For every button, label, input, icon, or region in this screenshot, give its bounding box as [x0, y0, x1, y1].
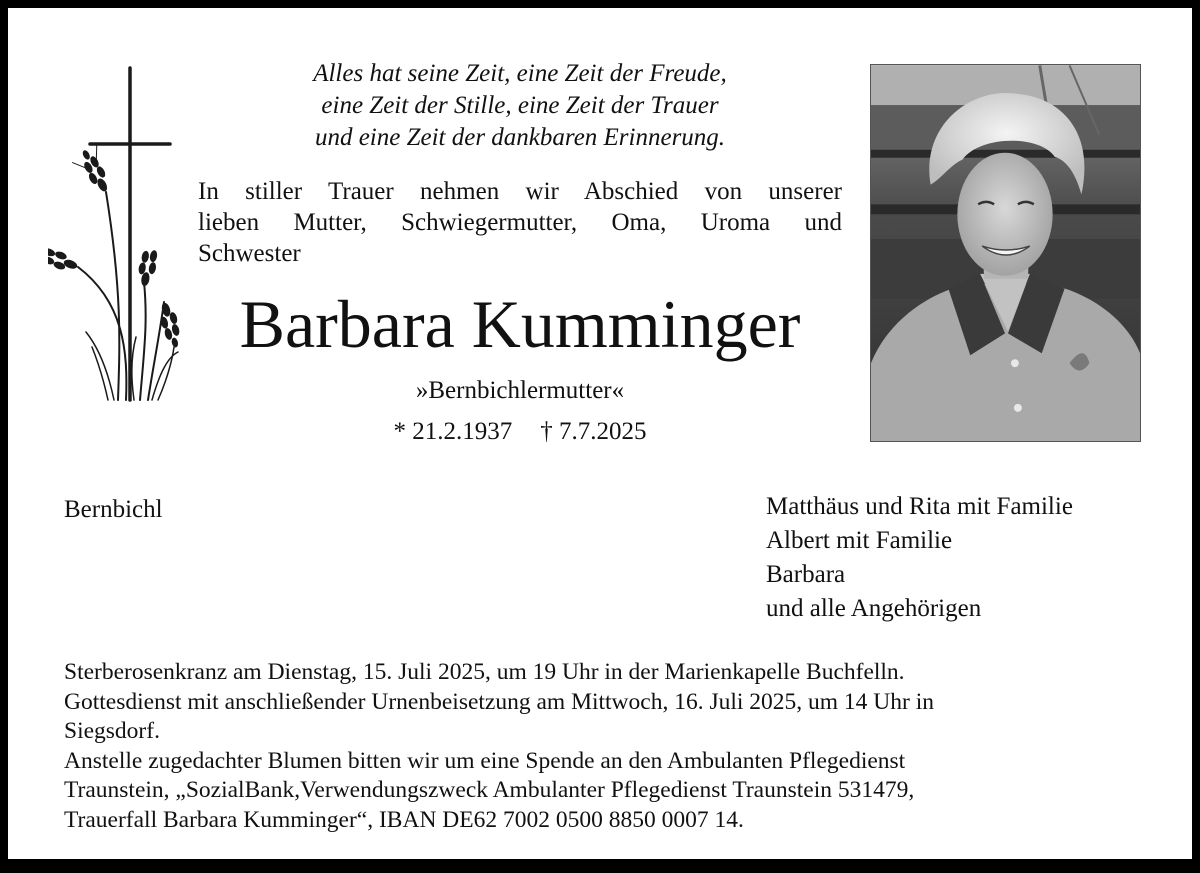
cross-with-wheat-icon — [48, 62, 183, 407]
mourner-entry: und alle Angehörigen — [766, 595, 982, 622]
verse-line: eine Zeit der Stille, eine Zeit der Trauer — [321, 92, 719, 119]
verse-line: Alles hat seine Zeit, eine Zeit der Freude, — [313, 60, 727, 87]
mourner-entry: Matthäus und Rita mit Familie — [766, 493, 1073, 520]
mourners-list — [766, 490, 1166, 626]
mourner-entry: Albert mit Familie — [766, 527, 953, 554]
death-date: † 7.7.2025 — [540, 418, 647, 445]
deceased-name: Barbara Kumminger — [239, 286, 801, 362]
notice-line: Traunstein, „SozialBank,Verwendungszweck Ambulanter Pflegedienst Traunstein 531479, — [64, 777, 915, 803]
birth-date: * 21.2.1937 — [393, 418, 513, 445]
life-dates — [330, 416, 710, 448]
mourner-entry: Barbara — [766, 561, 846, 588]
intro-line: lieben Mutter, Schwiegermutter, Oma, Uroma und — [198, 209, 842, 236]
intro-text — [198, 176, 842, 269]
memorial-verse — [230, 58, 810, 154]
intro-line: In stiller Trauer nehmen wir Abschied von unserer — [198, 178, 842, 205]
verse-line: und eine Zeit der dankbaren Erinnerung. — [314, 124, 726, 151]
service-notice — [64, 658, 1144, 835]
notice-line: Gottesdienst mit anschließender Urnenbeisetzung am Mittwoch, 16. Juli 2025, um 14 Uhr in — [64, 688, 935, 715]
notice-line: Sterberosenkranz am Dienstag, 15. Juli 2025, um 19 Uhr in der Marienkapelle Buchfelln. — [64, 659, 905, 685]
notice-line: Siegsdorf. — [64, 718, 160, 744]
intro-line: Schwester — [198, 240, 301, 267]
notice-line: Anstelle zugedachter Blumen bitten wir um eine Spende an den Ambulanten Pflegedienst — [64, 747, 906, 774]
deceased-nickname: »Bernbichlermutter« — [415, 377, 625, 404]
portrait-photo — [870, 64, 1141, 442]
residence-place: Bernbichl — [64, 496, 163, 523]
notice-line: Trauerfall Barbara Kumminger“, IBAN DE62 7002 0500 8850 0007 14. — [64, 806, 744, 833]
